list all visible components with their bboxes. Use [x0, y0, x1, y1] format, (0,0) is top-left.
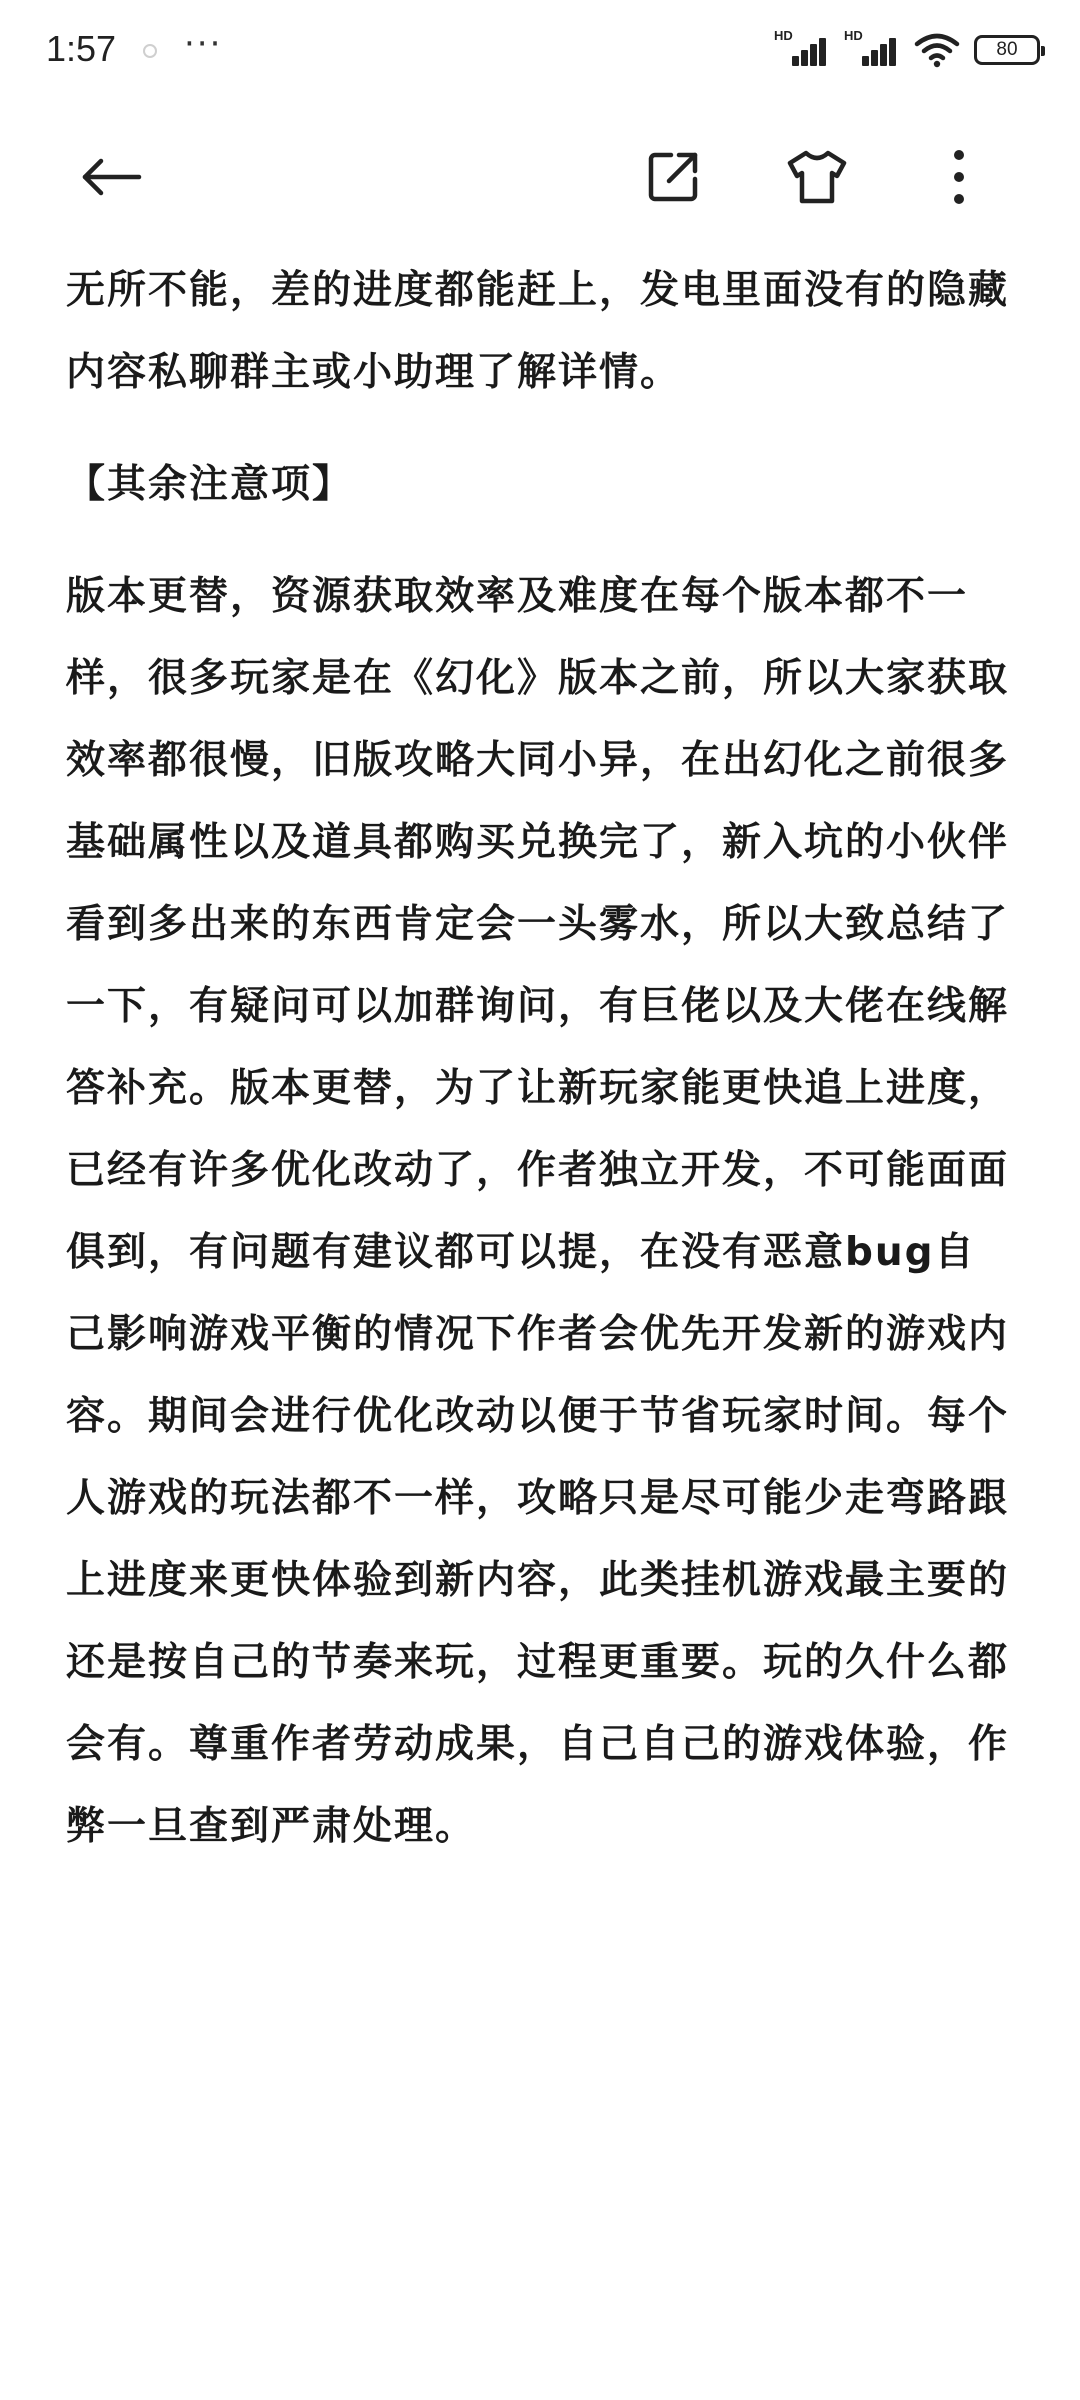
cellular-signal-1-icon — [774, 30, 830, 70]
top-toolbar — [0, 120, 1080, 230]
section-heading: 【其余注意项】 — [66, 462, 354, 507]
more-vertical-icon — [949, 147, 969, 207]
cellular-signal-2-icon — [844, 30, 900, 70]
status-indicators — [774, 30, 1040, 70]
share-button[interactable] — [628, 132, 718, 222]
arrow-left-icon — [79, 157, 143, 197]
article-body — [66, 250, 1016, 1868]
status-more-icon: ··· — [184, 24, 223, 64]
status-bar — [0, 0, 1080, 100]
status-time: 1:57 — [46, 28, 117, 69]
loading-icon — [143, 44, 157, 58]
battery-icon — [974, 35, 1040, 65]
share-out-icon — [645, 149, 701, 205]
skin-button[interactable] — [772, 132, 862, 222]
tshirt-icon — [786, 149, 848, 205]
signal-2-label: HD — [844, 28, 863, 43]
article-paragraph: 无所不能，差的进度都能赶上，发电里面没有的隐藏内容私聊群主或小助理了解详情。 — [66, 268, 1010, 395]
signal-1-label: HD — [774, 28, 793, 43]
article-paragraph: 版本更替，资源获取效率及难度在每个版本都不一样，很多玩家是在《幻化》版本之前，所以大家获取效率都很慢，旧版攻略大同小异，在出幻化之前很多基础属性以及道具都购买兑换完了，新入坑的小伙伴看到多出来的东西肯定会一头雾水，所以大致总结了一下，有疑问可以加群询问，有巨佬以及大佬在线解答补充。版本更替，为了让新玩家能更快追上进度，已经有许多优化改动了，作者独立开发，不可能面面俱到，有问题有建议都可以提，在没有恶意bug自己影响游戏平衡的情况下作者会优先开发新的游戏内容。期间会进行优化改动以便于节省玩家时间。每个人游戏的玩法都不一样，攻略只是尽可能少走弯路跟上进度来更快体验到新内容，此类挂机游戏最主要的还是按自己的节奏来玩，过程更重要。玩的久什么都会有。尊重作者劳动成果，自己自己的游戏体验，作弊一旦查到严肃处理。 — [66, 574, 1010, 1849]
battery-level: 80 — [996, 39, 1018, 60]
wifi-icon — [914, 32, 960, 68]
more-menu-button[interactable] — [914, 132, 1004, 222]
back-button[interactable] — [66, 132, 156, 222]
